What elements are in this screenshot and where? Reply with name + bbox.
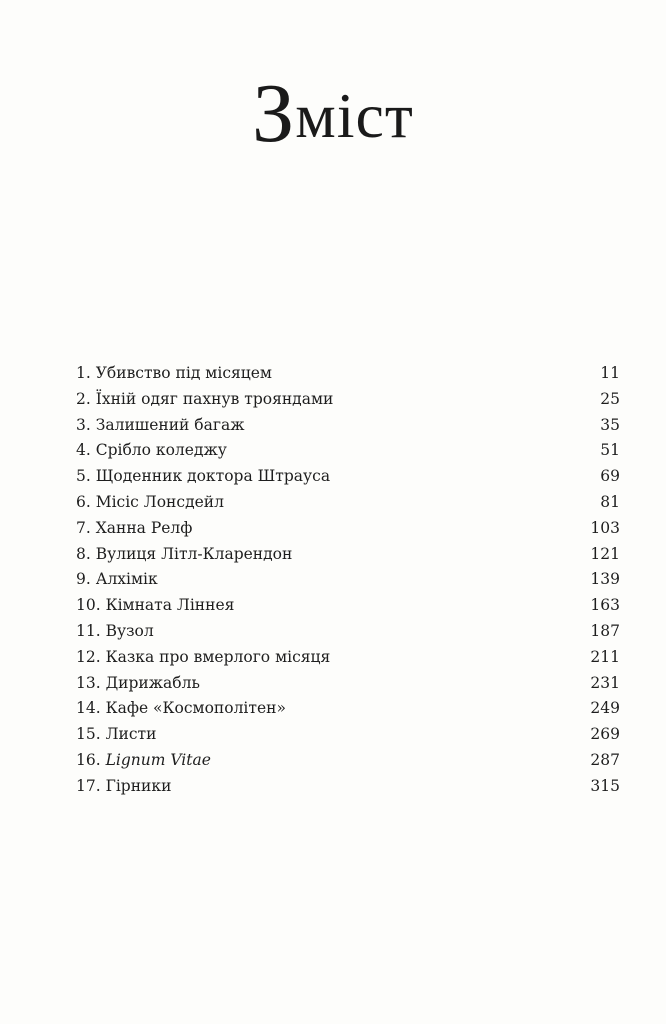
toc-entry (76, 516, 620, 542)
toc-entry-page: 163 (590, 596, 620, 615)
toc-entry-title: 5. Щоденник доктора Штрауса (76, 467, 331, 486)
toc-entry-page: 187 (590, 621, 620, 640)
toc-entry-title: 12. Казка про вмерлого місяця (76, 647, 331, 666)
title-rest: міст (295, 80, 414, 151)
toc-entry-page: 139 (590, 570, 620, 589)
toc-entry-page: 121 (590, 544, 620, 563)
toc-entry-title: 11. Вузол (76, 621, 154, 640)
title-initial-letter: З (252, 67, 296, 160)
toc-entry (76, 671, 620, 697)
toc-entry-title: 8. Вулиця Літл-Кларендон (76, 544, 293, 563)
toc-entry-title: 10. Кімната Ліннея (76, 596, 235, 615)
toc-entry-title: 14. Кафе «Космополітен» (76, 699, 286, 718)
toc-entry-page: 25 (600, 389, 620, 408)
toc-entry-page: 51 (600, 441, 620, 460)
toc-entry (76, 438, 620, 464)
toc-entry (76, 387, 620, 413)
toc-entry-page: 287 (590, 750, 620, 769)
toc-entry-page: 35 (600, 415, 620, 434)
page-title (0, 67, 666, 160)
toc-entry-title: 13. Дирижабль (76, 673, 200, 692)
toc-entry-number: 16. (76, 750, 106, 769)
toc-entry-title: 4. Срібло коледжу (76, 441, 227, 460)
toc-entry-page: 211 (590, 647, 620, 666)
toc-entry (76, 542, 620, 568)
toc-entry (76, 464, 620, 490)
toc-entry (76, 748, 620, 774)
toc-entry (76, 593, 620, 619)
table-of-contents (76, 361, 620, 800)
toc-entry-title: 3. Залишений багаж (76, 415, 245, 434)
toc-entry-title (76, 748, 211, 774)
toc-entry-title: 1. Убивство під місяцем (76, 364, 272, 382)
toc-entry (76, 722, 620, 748)
toc-entry (76, 774, 620, 800)
toc-entry-italic-title: Lignum Vitae (105, 750, 211, 769)
toc-entry-page: 69 (600, 467, 620, 486)
toc-entry (76, 696, 620, 722)
toc-entry (76, 645, 620, 671)
toc-entry-title: 15. Листи (76, 725, 157, 744)
toc-entry-page: 231 (590, 673, 620, 692)
toc-entry-page: 249 (590, 699, 620, 718)
toc-entry-title: 2. Їхній одяг пахнув трояндами (76, 389, 334, 408)
toc-entry-page: 11 (600, 364, 620, 382)
toc-entry (76, 413, 620, 439)
toc-entry (76, 361, 620, 387)
toc-entry-page: 103 (590, 518, 620, 537)
toc-entry-page: 315 (590, 776, 620, 795)
toc-entry (76, 567, 620, 593)
toc-entry-title: 7. Ханна Релф (76, 518, 193, 537)
toc-entry-title: 17. Гірники (76, 776, 172, 795)
toc-entry-title: 6. Місіс Лонсдейл (76, 492, 224, 511)
toc-entry-title: 9. Алхімік (76, 570, 158, 589)
toc-entry-page: 269 (590, 725, 620, 744)
toc-entry-page: 81 (600, 492, 620, 511)
toc-entry (76, 619, 620, 645)
toc-entry (76, 490, 620, 516)
